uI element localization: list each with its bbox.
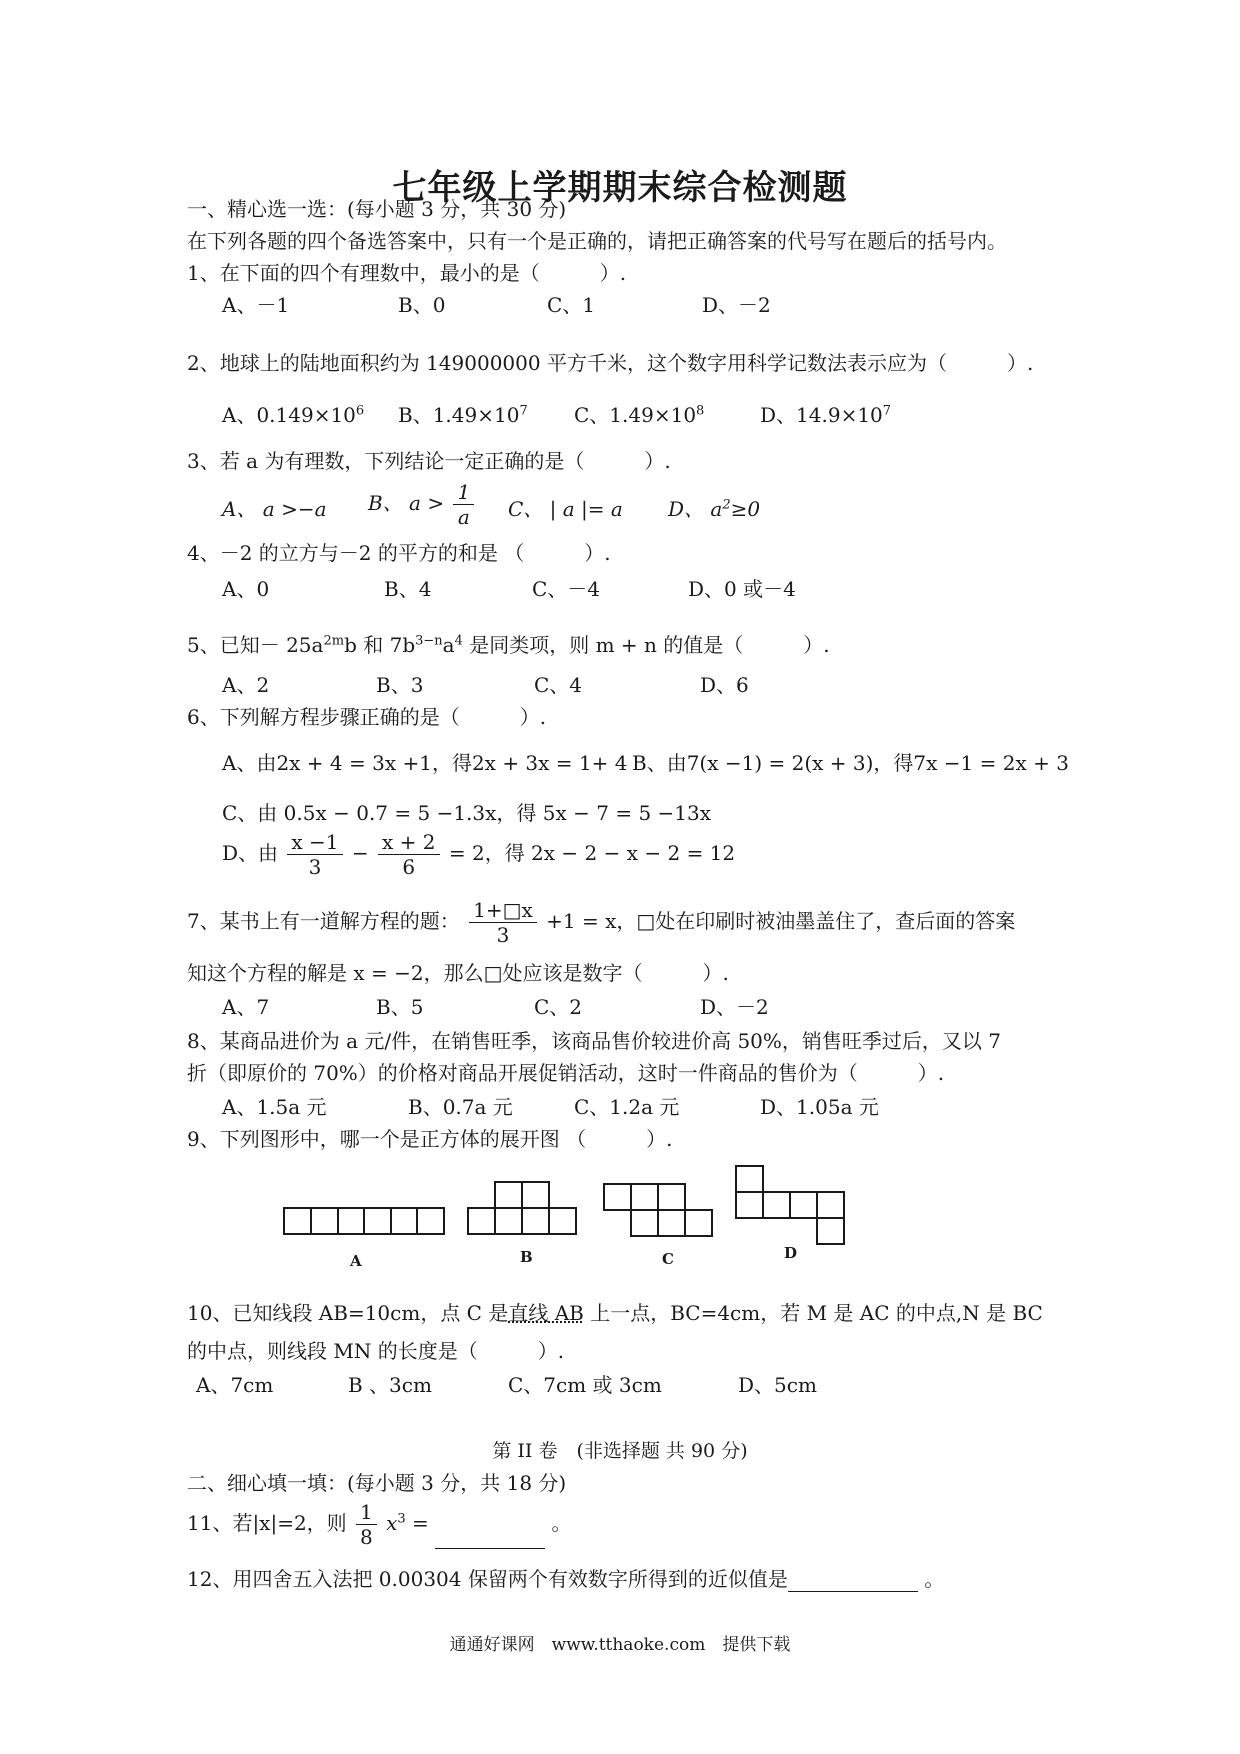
q11-equals: =: [405, 1511, 429, 1535]
net-c: [604, 1184, 712, 1236]
q3-b-text: B、 a >: [368, 491, 445, 515]
net-b: [468, 1182, 576, 1234]
q6-d-denominator1: 3: [308, 855, 322, 879]
q3-option-a: A、 a >−a: [222, 497, 327, 521]
q4-option-a: A、0: [222, 577, 270, 601]
q8-option-a: A、1.5a 元: [222, 1095, 327, 1119]
footer-credit: 通通好课网 www.tthaoke.com 提供下载: [449, 1635, 791, 1655]
q5-part3: a: [442, 633, 455, 657]
q12-text: 12、用四舍五入法把 0.00304 保留两个有效数字所得到的近似值是: [187, 1567, 788, 1591]
q2-d-base: D、14.9×10: [760, 403, 883, 427]
q8-option-d: D、1.05a 元: [760, 1095, 879, 1119]
q3-d-exp: 2: [722, 497, 731, 513]
q7-line2: 知这个方程的解是 x = −2，那么□处应该是数字（ ）.: [187, 961, 729, 985]
q3-option-c: C、 | a |= a: [508, 497, 623, 521]
q10-option-d: D、5cm: [738, 1373, 817, 1397]
q1-option-d: D、－2: [702, 293, 771, 317]
q10-option-b: B 、3cm: [348, 1373, 432, 1397]
q11-end: 。: [551, 1511, 572, 1535]
q5-option-c: C、4: [534, 673, 583, 697]
q5-exp2: 3−n: [415, 633, 443, 649]
q6-stem: 6、下列解方程步骤正确的是（ ）.: [187, 705, 547, 729]
q10-option-a: A、7cm: [196, 1373, 274, 1397]
q6-option-a: A、由2x + 4 = 3x +1，得2x + 3x = 1+ 4: [222, 751, 628, 775]
q8-option-b: B、0.7a 元: [408, 1095, 513, 1119]
q11-answer-blank[interactable]: [435, 1528, 545, 1549]
q2-c-base: C、1.49×10: [574, 403, 697, 427]
q12-answer-blank[interactable]: [788, 1571, 918, 1592]
net-d: [736, 1166, 844, 1244]
q11-text: 11、若|x|=2，则: [187, 1511, 347, 1535]
q2-b-base: B、1.49×10: [398, 403, 520, 427]
q5-part1: 5、已知－ 25a: [187, 633, 324, 657]
section2-heading: 二、细心填一填：(每小题 3 分，共 18 分): [187, 1471, 567, 1495]
q10-line1: [187, 1300, 1043, 1326]
q11-variable: x: [386, 1511, 398, 1535]
q10-emphasis: 直线 AB: [508, 1301, 584, 1325]
q8-line1: 8、某商品进价为 a 元/件，在销售旺季，该商品售价较进价高 50%，销售旺季过后，又以 7: [187, 1029, 1001, 1053]
q9-stem: 9、下列图形中，哪一个是正方体的展开图 （ ）.: [187, 1127, 673, 1151]
q2-a-base: A、0.149×10: [222, 403, 356, 427]
q6-d-rest: = 2，得 2x − 2 − x − 2 = 12: [448, 841, 736, 865]
section1-heading: 一、精心选一选：(每小题 3 分，共 30 分): [187, 197, 567, 221]
net-a: [284, 1208, 444, 1234]
q12-stem: [187, 1566, 944, 1592]
q3-b-denominator: a: [457, 505, 470, 529]
q7-text: 7、某书上有一道解方程的题：: [187, 909, 460, 933]
q5-option-a: A、2: [222, 673, 270, 697]
q11-exp: 3: [397, 1511, 406, 1527]
q7-option-a: A、7: [222, 995, 270, 1019]
q1-option-c: C、1: [547, 293, 596, 317]
q3-stem: 3、若 a 为有理数，下列结论一定正确的是（ ）.: [187, 449, 671, 473]
q7-numerator: 1+□x: [469, 898, 537, 923]
q6-option-b: B、由7(x −1) = 2(x + 3)，得7x −1 = 2x + 3: [632, 751, 1069, 775]
q6-option-c: C、由 0.5x − 0.7 = 5 −1.3x，得 5x − 7 = 5 −13x: [222, 801, 712, 825]
q2-d-exp: 7: [882, 403, 892, 419]
q6-d-denominator2: 6: [402, 855, 416, 879]
q2-b-exp: 7: [519, 403, 528, 419]
q8-option-c: C、1.2a 元: [574, 1095, 680, 1119]
q2-stem: 2、地球上的陆地面积约为 149000000 平方千米，这个数字用科学记数法表示应为（ ）.: [187, 351, 1034, 375]
part2-heading: 第 II 卷 (非选择题 共 90 分): [492, 1440, 748, 1462]
q11-fraction: [356, 1500, 377, 1549]
q6-d-minus: −: [351, 841, 369, 865]
q7-denominator: 3: [496, 923, 510, 947]
q8-line2: 折（即原价的 70%）的价格对商品开展促销活动，这时一件商品的售价为（ ）.: [187, 1061, 945, 1085]
q11-denominator: 8: [360, 1525, 373, 1549]
q5-option-d: D、6: [700, 673, 749, 697]
q7-option-b: B、5: [376, 995, 424, 1019]
q4-option-c: C、－4: [532, 577, 601, 601]
q3-d-base: D、 a: [668, 497, 723, 521]
q6-d-text: D、由: [222, 841, 279, 865]
q12-end: 。: [924, 1567, 945, 1591]
q4-stem: 4、－2 的立方与－2 的平方的和是 （ ）.: [187, 541, 611, 565]
q5-part2: b 和 7b: [344, 633, 416, 657]
q5-part4: 是同类项，则 m + n 的值是（ ）.: [462, 633, 830, 657]
q6-d-numerator1: x −1: [287, 830, 342, 855]
q3-b-numerator: 1: [453, 480, 474, 505]
section1-instruction: 在下列各题的四个备选答案中，只有一个是正确的，请把正确答案的代号写在题后的括号内。: [187, 229, 1007, 253]
q6-d-numerator2: x + 2: [378, 830, 439, 855]
q1-option-a: A、－1: [222, 293, 290, 317]
q11-numerator: 1: [356, 1500, 377, 1525]
q4-option-b: B、4: [384, 577, 432, 601]
q5-option-b: B、3: [376, 673, 424, 697]
q5-exp3: 4: [454, 633, 463, 649]
q7-option-d: D、－2: [700, 995, 769, 1019]
q3-d-rest: ≥0: [730, 497, 761, 521]
page-title: 七年级上学期期末综合检测题: [392, 168, 848, 208]
q10-line2: 的中点，则线段 MN 的长度是（ ）.: [187, 1339, 565, 1363]
q1-option-b: B、0: [398, 293, 446, 317]
q10-text1: 10、已知线段 AB=10cm，点 C 是: [187, 1301, 509, 1325]
q10-option-c: C、7cm 或 3cm: [508, 1373, 662, 1397]
net-label-c: C: [662, 1250, 674, 1268]
q2-c-exp: 8: [696, 403, 705, 419]
q4-option-d: D、0 或－4: [688, 577, 796, 601]
net-label-b: B: [520, 1248, 533, 1266]
q7-rest: +1 = x，□处在印刷时被油墨盖住了，查后面的答案: [546, 909, 1016, 933]
net-label-d: D: [784, 1244, 798, 1262]
q2-a-exp: 6: [355, 403, 365, 419]
q10-text2: 上一点，BC=4cm，若 M 是 AC 的中点,N 是 BC: [583, 1301, 1043, 1325]
q11-stem: [187, 1500, 572, 1549]
net-label-a: A: [350, 1252, 362, 1270]
q5-exp1: 2m: [323, 633, 345, 649]
q7-option-c: C、2: [534, 995, 583, 1019]
q1-stem: 1、在下面的四个有理数中，最小的是（ ）.: [187, 261, 627, 285]
